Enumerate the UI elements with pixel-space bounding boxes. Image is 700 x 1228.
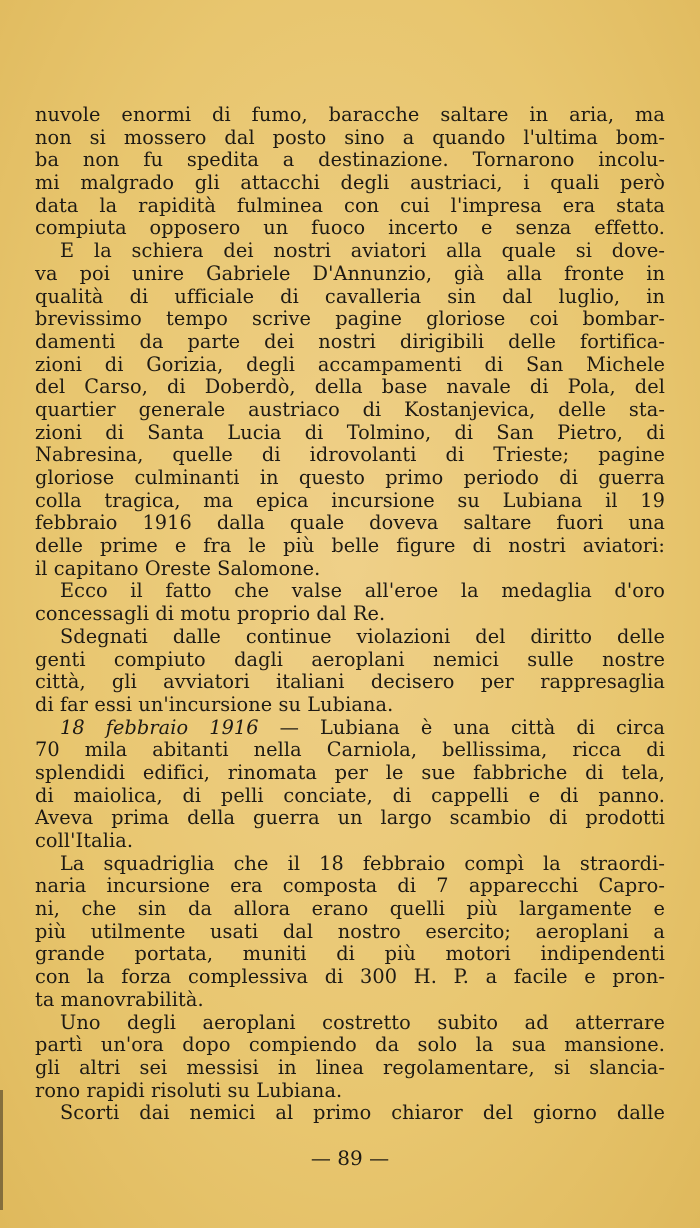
text-line: compiuta opposero un fuoco incerto e senza effetto. — [35, 216, 665, 240]
text-line: gli altri sei messisi in linea regolamentare, si slancia- — [35, 1055, 665, 1079]
text-line — [35, 717, 665, 740]
text-line: quartier generale austriaco di Kostanjevica, delle sta- — [35, 397, 665, 421]
text-line: zioni di Gorizia, degli accampamenti di San Michele — [35, 352, 665, 376]
text-line: nuvole enormi di fumo, baracche saltare in aria, ma — [35, 103, 665, 126]
paragraph — [35, 104, 665, 240]
text-line: grande portata, muniti di più motori indipendenti — [35, 942, 665, 966]
text-line: ba non fu spedita a destinazione. Tornarono incolu- — [35, 148, 665, 172]
text-line: non si mossero dal posto sino a quando l'ultima bom- — [35, 125, 665, 149]
text-line: genti compiuto dagli aeroplani nemici sulle nostre — [35, 647, 665, 671]
text-line: del Carso, di Doberdò, della base navale di Pola, del — [35, 375, 665, 399]
paragraph — [35, 717, 665, 853]
text-line: coll'Italia. — [35, 829, 134, 852]
text-line: di far essi un'incursione su Lubiana. — [35, 692, 394, 716]
text-line: ni, che sin da allora erano quelli più largamente e — [35, 897, 665, 921]
text-line: E la schiera dei nostri aviatori alla quale si dove- — [60, 239, 665, 263]
paragraph — [35, 626, 665, 717]
text-line: con la forza complessiva di 300 H. P. a facile e pron- — [35, 965, 665, 989]
text-line: brevissimo tempo scrive pagine gloriose coi bombar- — [35, 307, 665, 331]
text-line: va poi unire Gabriele D'Annunzio, già alla fronte in — [35, 261, 665, 285]
paragraph — [35, 1012, 665, 1103]
date-heading: 18 febbraio 1916 — [60, 715, 259, 739]
text-line: data la rapidità fulminea con cui l'impresa era stata — [35, 193, 665, 217]
text-line: qualità di ufficiale di cavalleria sin dal luglio, in — [35, 284, 665, 308]
text-line: zioni di Santa Lucia di Tolmino, di San Pietro, di — [35, 420, 665, 444]
text-line: Nabresina, quelle di idrovolanti di Trieste; pagine — [35, 443, 665, 467]
text-line: concessagli di motu proprio dal Re. — [35, 602, 386, 626]
text-line: splendidi edifici, rinomata per le sue fabbriche di tela, — [35, 760, 665, 784]
text-line: il capitano Oreste Salomone. — [35, 556, 321, 580]
body-text — [35, 104, 665, 1125]
text-line: gloriose culminanti in questo primo periodo di guerra — [35, 466, 665, 489]
text-line: di maiolica, di pelli conciate, di cappelli e di panno. — [35, 783, 665, 807]
text-line: delle prime e fra le più belle figure di nostri aviatori: — [35, 534, 665, 558]
text-line: mi malgrado gli attacchi degli austriaci, i quali però — [35, 171, 665, 195]
text-line: ta manovrabilità. — [35, 987, 204, 1011]
text-line: La squadriglia che il 18 febbraio compì la straordi- — [60, 851, 665, 875]
text-line: colla tragica, ma epica incursione su Lubiana il 19 — [35, 488, 665, 512]
paragraph — [35, 853, 665, 1012]
text-line: Ecco il fatto che valse all'eroe la medaglia d'oro — [60, 579, 665, 603]
text-line: febbraio 1916 dalla quale doveva saltare fuori una — [35, 511, 665, 535]
text-line: più utilmente usati dal nostro esercito; aeroplani a — [35, 919, 665, 943]
text-line: partì un'ora dopo compiendo da solo la sua mansione. — [35, 1033, 665, 1057]
text-fragment: — Lubiana è una città di circa — [258, 715, 665, 739]
text-line: damenti da parte dei nostri dirigibili delle fortifica- — [35, 329, 665, 353]
text-line: Scorti dai nemici al primo chiaror del giorno dalle — [60, 1101, 665, 1125]
text-line: rono rapidi risoluti su Lubiana. — [35, 1078, 343, 1102]
paragraph — [35, 1102, 665, 1125]
text-line: Sdegnati dalle continue violazioni del diritto delle — [60, 624, 665, 648]
page-number: — 89 — — [310, 1146, 390, 1170]
paragraph — [35, 240, 665, 580]
text-line: Aveva prima della guerra un largo scambio di prodotti — [35, 806, 665, 830]
text-line: naria incursione era composta di 7 apparecchi Capro- — [35, 874, 665, 898]
text-line: 70 mila abitanti nella Carniola, bellissima, ricca di — [35, 738, 665, 762]
paragraph — [35, 580, 665, 625]
text-line: Uno degli aeroplani costretto subito ad atterrare — [60, 1010, 665, 1034]
text-line: città, gli avviatori italiani decisero per rappresaglia — [35, 670, 665, 694]
